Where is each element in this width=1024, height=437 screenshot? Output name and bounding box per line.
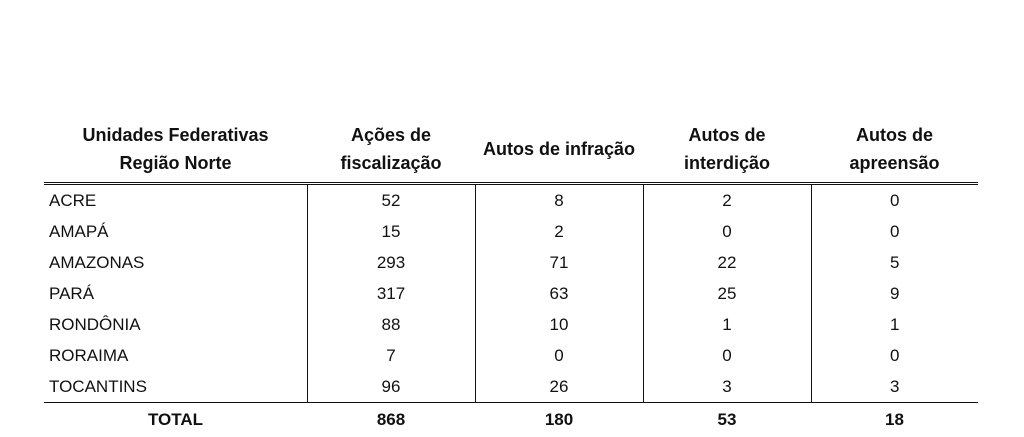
table-row — [44, 216, 978, 247]
interdicao-cell: 0 — [643, 216, 811, 247]
apreensao-cell: 9 — [890, 283, 900, 303]
total-label: TOTAL — [44, 403, 307, 437]
acoes-cell: 7 — [307, 340, 475, 371]
apreensao-cell: 0 — [890, 221, 900, 241]
total-apreensao: 18 — [811, 403, 978, 437]
interdicao-cell: 1 — [643, 309, 811, 340]
table-row — [44, 184, 978, 217]
table-row — [44, 247, 978, 278]
header-row — [44, 116, 978, 184]
infracao-cell: 8 — [475, 184, 643, 217]
interdicao-cell: 2 — [643, 184, 811, 217]
table-row — [44, 371, 978, 403]
header-line: Autos de — [688, 125, 766, 145]
header-autos-infracao — [475, 116, 643, 184]
acoes-cell: 96 — [307, 371, 475, 403]
infracao-cell: 71 — [475, 247, 643, 278]
table-body — [44, 184, 978, 403]
header-line: Autos de — [855, 125, 933, 145]
acoes-cell: 293 — [307, 247, 475, 278]
acoes-cell: 88 — [307, 309, 475, 340]
header-line: Ações de — [350, 125, 432, 145]
table-footer — [44, 403, 978, 437]
infracao-cell: 26 — [475, 371, 643, 403]
state-cell: ACRE — [44, 184, 307, 217]
table-row — [44, 278, 978, 309]
infracao-cell: 10 — [475, 309, 643, 340]
header-line: Região Norte — [119, 153, 232, 173]
total-acoes: 868 — [307, 403, 475, 437]
header-line: interdição — [683, 153, 771, 173]
apreensao-cell: 3 — [890, 376, 900, 396]
apreensao-cell: 0 — [890, 190, 900, 210]
state-cell: RONDÔNIA — [44, 309, 307, 340]
total-interdicao: 53 — [643, 403, 811, 437]
infracao-cell: 2 — [475, 216, 643, 247]
acoes-cell: 52 — [307, 184, 475, 217]
acoes-cell: 15 — [307, 216, 475, 247]
interdicao-cell: 0 — [643, 340, 811, 371]
header-autos-apreensao — [811, 116, 978, 184]
table-row — [44, 309, 978, 340]
header-autos-interdicao — [643, 116, 811, 184]
header-line: Unidades Federativas — [82, 125, 269, 145]
state-cell: TOCANTINS — [44, 371, 307, 403]
apreensao-cell: 5 — [890, 252, 900, 272]
state-cell: AMAZONAS — [44, 247, 307, 278]
state-cell: PARÁ — [44, 278, 307, 309]
infracao-cell: 63 — [475, 278, 643, 309]
interdicao-cell: 22 — [643, 247, 811, 278]
total-row — [44, 403, 978, 437]
total-infracao: 180 — [475, 403, 643, 437]
acoes-cell: 317 — [307, 278, 475, 309]
infracao-cell: 0 — [475, 340, 643, 371]
apreensao-cell: 1 — [890, 314, 900, 334]
header-line: apreensão — [849, 153, 940, 173]
table-row — [44, 340, 978, 371]
header-unidades-federativas — [44, 116, 307, 184]
apreensao-cell: 0 — [890, 345, 900, 365]
enforcement-actions-table — [44, 116, 978, 437]
interdicao-cell: 3 — [643, 371, 811, 403]
header-acoes-fiscalizacao — [307, 116, 475, 184]
state-cell: RORAIMA — [44, 340, 307, 371]
state-cell: AMAPÁ — [44, 216, 307, 247]
header-line: fiscalização — [340, 153, 442, 173]
table-header — [44, 116, 978, 184]
header-line: Autos de infração — [482, 139, 636, 159]
interdicao-cell: 25 — [643, 278, 811, 309]
